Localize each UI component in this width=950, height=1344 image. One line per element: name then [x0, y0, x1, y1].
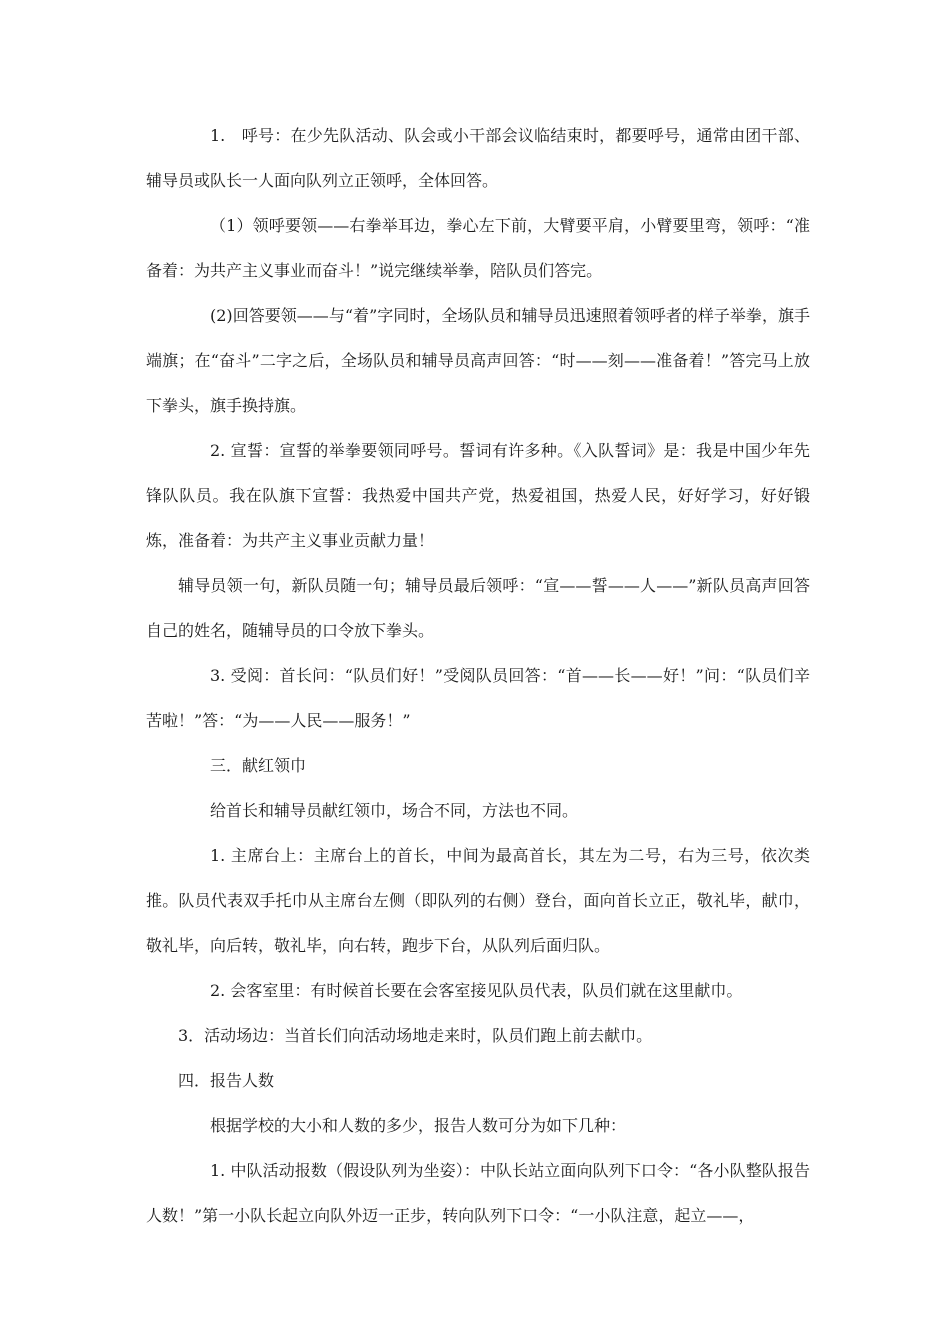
paragraph-activity-field: 3．活动场边：当首长们向活动场地走来时，队员们跑上前去献巾。	[178, 1026, 653, 1045]
paragraph-lead-call: （1）领呼要领——右拳举耳边，拳心左下前，大臂要平肩，小臂要里弯，领呼：“准备着：为共产主义事业而奋斗！”说完继续举拳，陪队员们答完。	[146, 216, 810, 280]
paragraph-reception-room: 2. 会客室里：有时候首长要在会客室接见队员代表，队员们就在这里献巾。	[210, 981, 743, 1000]
section-heading-headcount: 四．报告人数	[178, 1071, 275, 1090]
paragraph-oath: 2. 宣誓：宣誓的举拳要领同呼号。誓词有许多种。《入队誓词》是：我是中国少年先锋队队员。我在队旗下宣誓：我热爱中国共产党，热爱祖国，热爱人民，好好学习，好好锻炼，准备着：为共产主义事业贡献力量！	[146, 441, 810, 550]
paragraph-review: 3. 受阅：首长问：“队员们好！”受阅队员回答：“首——长——好！”问：“队员们辛苦啦！”答：“为——人民——服务！”	[146, 666, 810, 730]
paragraph-rostrum: 1. 主席台上：主席台上的首长，中间为最高首长，其左为二号，右为三号，依次类推。队员代表双手托巾从主席台左侧（即队列的右侧）登台，面向首长立正，敬礼毕，献巾，敬礼毕，向后转，敬礼毕，向右转，跑步下台，从队列后面归队。	[146, 846, 810, 955]
paragraph-headcount-intro: 根据学校的大小和人数的多少，报告人数可分为如下几种：	[210, 1116, 627, 1135]
paragraph-answer: (2)回答要领——与“着”字同时，全场队员和辅导员迅速照着领呼者的样子举拳，旗手端旗；在“奋斗”二字之后，全场队员和辅导员高声回答：“时——刻——准备着！”答完马上放下拳头，旗手换持旗。	[146, 306, 810, 415]
paragraph-red-scarf-intro: 给首长和辅导员献红领巾，场合不同，方法也不同。	[210, 801, 579, 820]
paragraph-squadron-count: 1. 中队活动报数（假设队列为坐姿）：中队长站立面向队列下口令：“各小队整队报告人数！”第一小队长起立向队外迈一正步，转向队列下口令：“一小队注意，起立——，	[146, 1161, 810, 1225]
paragraph-oath-procedure: 辅导员领一句，新队员随一句；辅导员最后领呼：“宣——誓——人——”新队员高声回答自己的姓名，随辅导员的口令放下拳头。	[146, 576, 810, 640]
section-heading-red-scarf: 三．献红领巾	[210, 756, 307, 775]
paragraph-slogan: 1. 呼号：在少先队活动、队会或小干部会议临结束时，都要呼号，通常由团干部、辅导员或队长一人面向队列立正领呼，全体回答。	[146, 126, 810, 190]
